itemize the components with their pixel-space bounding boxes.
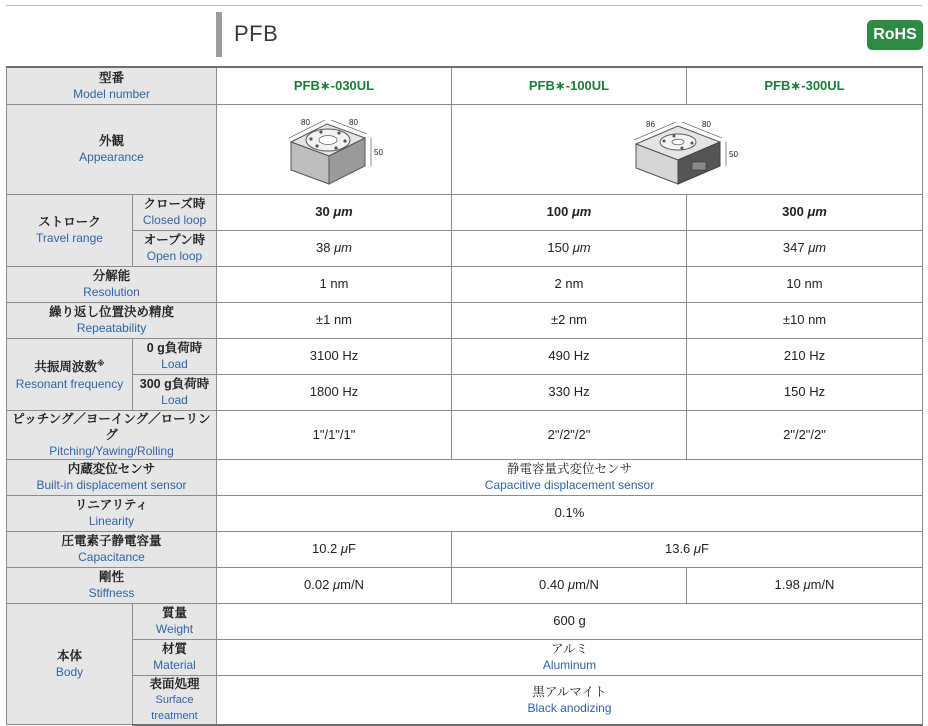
row-body-material bbox=[7, 639, 923, 675]
label-closed-loop bbox=[133, 194, 217, 230]
label-en: Weight bbox=[155, 622, 194, 636]
row-travel-open bbox=[7, 230, 923, 266]
repeatability-300: ±10 nm bbox=[687, 302, 923, 338]
row-repeatability bbox=[7, 302, 923, 338]
dim-height: 50 bbox=[729, 150, 738, 159]
label-jp: 内蔵変位センサ bbox=[67, 462, 156, 476]
label-en: Capacitance bbox=[78, 550, 145, 564]
resolution-300: 10 nm bbox=[687, 266, 923, 302]
dim-width: 80 bbox=[301, 118, 310, 127]
label-en: Linearity bbox=[88, 514, 135, 528]
rohs-badge: RoHS bbox=[867, 20, 923, 50]
row-sensor bbox=[7, 459, 923, 495]
label-en: Resolution bbox=[83, 285, 140, 299]
closed-100: 100 μm bbox=[452, 194, 687, 230]
label-jp: 0 g負荷時 bbox=[146, 341, 203, 355]
label-en: Stiffness bbox=[88, 586, 135, 600]
row-resonant-0g bbox=[7, 338, 923, 374]
label-jp: 材質 bbox=[161, 642, 187, 656]
title-accent-bar bbox=[216, 12, 222, 57]
label-en: Appearance bbox=[79, 150, 144, 164]
model-100: PFB∗-100UL bbox=[452, 67, 687, 104]
row-capacitance bbox=[7, 531, 923, 567]
repeatability-100: ±2 nm bbox=[452, 302, 687, 338]
label-pitching bbox=[7, 410, 217, 459]
label-jp: 300 g負荷時 bbox=[139, 377, 210, 391]
label-en: Closed loop bbox=[142, 213, 207, 227]
label-en: Repeatability bbox=[76, 321, 147, 335]
label-jp: 繰り返し位置決め精度 bbox=[48, 305, 174, 319]
value-en: Capacitive displacement sensor bbox=[484, 478, 655, 492]
resolution-100: 2 nm bbox=[452, 266, 687, 302]
label-material bbox=[133, 639, 217, 675]
label-resonant bbox=[7, 338, 133, 410]
row-linearity bbox=[7, 495, 923, 531]
resonant300-300: 150 Hz bbox=[687, 374, 923, 410]
surface-value bbox=[217, 675, 923, 725]
stage-030-drawing bbox=[279, 108, 389, 190]
stage-100-300-drawing bbox=[622, 108, 752, 190]
label-load-0g bbox=[133, 338, 217, 374]
label-en: Built-in displacement sensor bbox=[36, 478, 187, 492]
label-jp: 表面処理 bbox=[149, 676, 200, 691]
resonant0-100: 490 Hz bbox=[452, 338, 687, 374]
sensor-value bbox=[217, 459, 923, 495]
value-jp: アルミ bbox=[550, 642, 588, 656]
dim-height: 50 bbox=[374, 148, 383, 157]
page-title: PFB bbox=[234, 21, 279, 46]
top-rule bbox=[6, 5, 922, 6]
label-jp: 型番 bbox=[98, 70, 124, 85]
row-pitching bbox=[7, 410, 923, 459]
label-jp: 本体 bbox=[56, 648, 82, 663]
dim-depth: 80 bbox=[349, 118, 358, 127]
capacitance-030: 10.2 μF bbox=[217, 531, 452, 567]
closed-300: 300 μm bbox=[687, 194, 923, 230]
label-jp: 共振周波数※ bbox=[34, 359, 105, 375]
resolution-030: 1 nm bbox=[217, 266, 452, 302]
pitching-300: 2"/2"/2" bbox=[687, 410, 923, 459]
resonant300-100: 330 Hz bbox=[452, 374, 687, 410]
stiffness-100: 0.40 μm/N bbox=[452, 567, 687, 603]
row-body-weight bbox=[7, 603, 923, 639]
open-030: 38 μm bbox=[217, 230, 452, 266]
label-travel bbox=[7, 194, 133, 266]
open-100: 150 μm bbox=[452, 230, 687, 266]
label-appearance bbox=[7, 104, 217, 194]
repeatability-030: ±1 nm bbox=[217, 302, 452, 338]
label-en: Load bbox=[161, 393, 188, 407]
resonant0-300: 210 Hz bbox=[687, 338, 923, 374]
label-en: Pitching/Yawing/Rolling bbox=[49, 443, 174, 458]
stiffness-300: 1.98 μm/N bbox=[687, 567, 923, 603]
label-sensor bbox=[7, 459, 217, 495]
label-weight bbox=[133, 603, 217, 639]
model-030: PFB∗-030UL bbox=[217, 67, 452, 104]
label-jp: 剛性 bbox=[98, 570, 124, 584]
resonant300-030: 1800 Hz bbox=[217, 374, 452, 410]
closed-030: 30 μm bbox=[217, 194, 452, 230]
model-300: PFB∗-300UL bbox=[687, 67, 923, 104]
row-body-surface bbox=[7, 675, 923, 725]
label-jp: オープン時 bbox=[143, 233, 206, 247]
label-en: Model number bbox=[73, 86, 150, 101]
label-model bbox=[7, 67, 217, 104]
label-jp: 質量 bbox=[161, 606, 187, 620]
appearance-100-300 bbox=[452, 104, 923, 194]
pitching-030: 1"/1"/1" bbox=[217, 410, 452, 459]
stiffness-030: 0.02 μm/N bbox=[217, 567, 452, 603]
capacitance-100-300: 13.6 μF bbox=[452, 531, 923, 567]
label-repeatability bbox=[7, 302, 217, 338]
label-linearity bbox=[7, 495, 217, 531]
label-resolution bbox=[7, 266, 217, 302]
value-en: Black anodizing bbox=[527, 700, 612, 715]
row-appearance bbox=[7, 104, 923, 194]
label-open-loop bbox=[133, 230, 217, 266]
row-resonant-300g bbox=[7, 374, 923, 410]
row-stiffness bbox=[7, 567, 923, 603]
resonant0-030: 3100 Hz bbox=[217, 338, 452, 374]
label-jp: クローズ時 bbox=[143, 197, 206, 211]
label-en: Material bbox=[153, 658, 196, 672]
label-en: Body bbox=[55, 664, 84, 679]
label-body bbox=[7, 603, 133, 725]
label-jp: ストローク bbox=[38, 215, 101, 229]
spec-table bbox=[6, 66, 923, 726]
linearity-value: 0.1% bbox=[217, 495, 923, 531]
label-en: Open loop bbox=[146, 249, 203, 263]
value-jp: 黒アルマイト bbox=[532, 684, 607, 699]
material-value bbox=[217, 639, 923, 675]
label-stiffness bbox=[7, 567, 217, 603]
label-load-300g bbox=[133, 374, 217, 410]
label-en: Resonant frequency bbox=[15, 376, 124, 391]
label-jp: 分解能 bbox=[92, 269, 131, 283]
appearance-030 bbox=[217, 104, 452, 194]
dim-depth: 80 bbox=[702, 120, 711, 129]
row-model bbox=[7, 67, 923, 104]
value-en: Aluminum bbox=[542, 658, 597, 672]
label-jp: リニアリティ bbox=[74, 498, 148, 512]
row-resolution bbox=[7, 266, 923, 302]
row-travel-closed bbox=[7, 194, 923, 230]
pitching-100: 2"/2"/2" bbox=[452, 410, 687, 459]
value-jp: 静電容量式変位センサ bbox=[506, 462, 632, 476]
label-jp: ピッチング／ヨーイング／ローリング bbox=[12, 411, 211, 442]
label-jp: 圧電素子静電容量 bbox=[61, 534, 162, 548]
label-jp: 外観 bbox=[98, 134, 124, 148]
label-en: Load bbox=[161, 357, 188, 371]
label-en: Surface treatment bbox=[151, 693, 198, 722]
label-en: Travel range bbox=[36, 231, 103, 245]
label-capacitance bbox=[7, 531, 217, 567]
dim-width: 86 bbox=[646, 120, 655, 129]
label-surface bbox=[133, 675, 217, 725]
open-300: 347 μm bbox=[687, 230, 923, 266]
weight-value: 600 g bbox=[217, 603, 923, 639]
